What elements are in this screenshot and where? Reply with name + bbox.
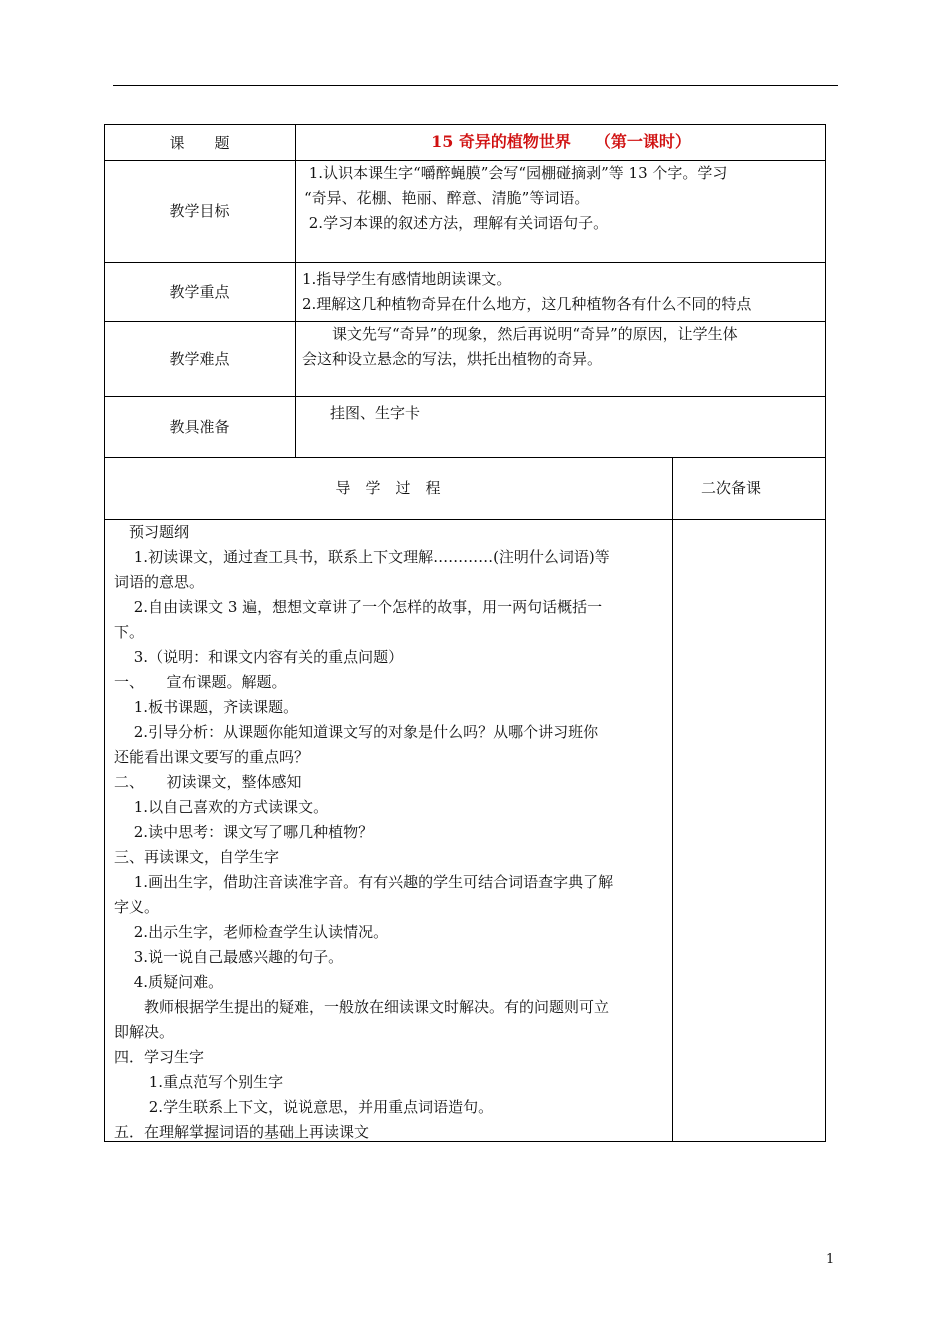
process-line: 2.自由读课文 3 遍，想想文章讲了一个怎样的故事，用一两句话概括一 <box>114 598 603 616</box>
lesson-title: 15 奇异的植物世界 （第一课时） <box>431 132 691 151</box>
key-points-line: 2.理解这几种植物奇异在什么地方，这几种植物各有什么不同的特点 <box>302 295 752 313</box>
process-line: 还能看出课文要写的重点吗？ <box>114 748 310 766</box>
table-line <box>672 457 673 1142</box>
table-border-left <box>104 124 105 1142</box>
goals-line: “奇异、花棚、艳丽、醉意、清脆”等词语。 <box>304 189 590 207</box>
process-line: 下。 <box>114 623 145 641</box>
process-line: 1.重点范写个别生字 <box>114 1073 284 1091</box>
process-line: 1.板书课题，齐读课题。 <box>114 698 299 716</box>
process-header: 导 学 过 程 <box>335 479 441 497</box>
process-line: 2.学生联系上下文，说说意思，并用重点词语造句。 <box>114 1098 494 1116</box>
process-line: 一、 宣布课题。解题。 <box>114 673 287 691</box>
difficulties-line: 课文先写“奇异”的现象，然后再说明“奇异”的原因，让学生体 <box>302 325 738 343</box>
process-line: 1.画出生字，借助注音读准字音。有有兴趣的学生可结合词语查字典了解 <box>114 873 614 891</box>
table-line <box>295 124 296 458</box>
revision-header: 二次备课 <box>700 479 761 497</box>
materials-text: 挂图、生字卡 <box>330 404 421 422</box>
process-line: 3.说一说自己最感兴趣的句子。 <box>114 948 344 966</box>
table-border-right <box>825 124 826 1142</box>
goals-line: 2.学习本课的叙述方法，理解有关词语句子。 <box>304 214 609 232</box>
difficulties-label: 教学难点 <box>169 350 230 368</box>
process-line: 即解决。 <box>114 1023 175 1041</box>
process-line: 3.（说明：和课文内容有关的重点问题） <box>114 648 404 666</box>
process-line: 三、再读课文，自学生字 <box>114 848 280 866</box>
process-line: 4.质疑问难。 <box>114 973 224 991</box>
process-line: 预习题纲 <box>114 523 190 541</box>
process-line: 五．在理解掌握词语的基础上再读课文 <box>114 1123 370 1141</box>
goals-line: 1.认识本课生字“嚼醉蝇膜”会写“园棚碰摘剥”等 13 个字。学习 <box>304 164 728 182</box>
process-line: 2.出示生字，老师检查学生认读情况。 <box>114 923 389 941</box>
key-points-line: 1.指导学生有感情地朗读课文。 <box>302 270 512 288</box>
materials-label: 教具准备 <box>169 418 230 436</box>
process-line: 字义。 <box>114 898 160 916</box>
table-line <box>104 457 826 458</box>
process-body <box>114 520 670 1145</box>
process-line: 词语的意思。 <box>114 573 205 591</box>
table-line <box>104 396 826 397</box>
table-line <box>104 262 826 263</box>
table-border-top <box>104 124 826 125</box>
key-points-label: 教学重点 <box>169 283 230 301</box>
difficulties-line: 会这种设立悬念的写法，烘托出植物的奇异。 <box>302 350 603 368</box>
topic-label: 课 题 <box>169 134 230 152</box>
header-rule <box>113 85 838 86</box>
process-line: 2.读中思考：课文写了哪几种植物？ <box>114 823 374 841</box>
process-line: 2.引导分析：从课题你能知道课文写的对象是什么吗？从哪个讲习班你 <box>114 723 599 741</box>
process-line: 四．学习生字 <box>114 1048 205 1066</box>
process-line: 教师根据学生提出的疑难，一般放在细读课文时解决。有的问题则可立 <box>114 998 610 1016</box>
process-line: 二、 初读课文，整体感知 <box>114 773 302 791</box>
process-line: 1.以自己喜欢的方式读课文。 <box>114 798 329 816</box>
page-number: 1 <box>826 1252 835 1267</box>
goals-label: 教学目标 <box>169 202 230 220</box>
process-line: 1.初读课文，通过查工具书，联系上下文理解…………(注明什么词语)等 <box>114 548 610 566</box>
